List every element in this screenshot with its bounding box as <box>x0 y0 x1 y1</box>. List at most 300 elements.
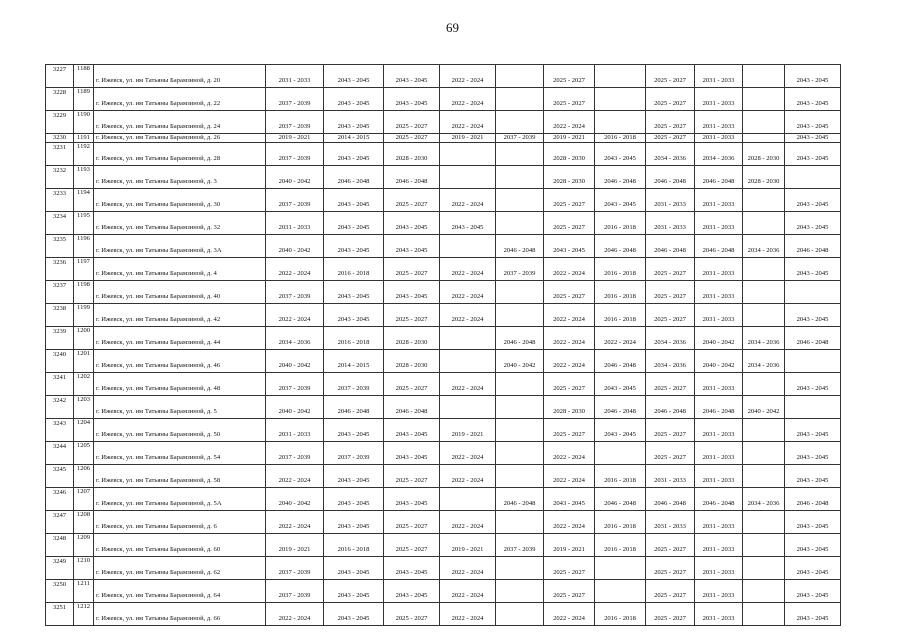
period-cell <box>496 212 544 235</box>
period-cell: 2025 - 2027 <box>646 603 695 626</box>
period-cell: 2022 - 2024 <box>544 603 595 626</box>
period-cell: 2043 - 2045 <box>324 212 384 235</box>
building-id-cell: 1205 <box>74 442 94 465</box>
period-cell: 2025 - 2027 <box>646 65 695 88</box>
building-id-cell: 1192 <box>74 143 94 166</box>
period-cell <box>440 327 496 350</box>
period-cell: 2028 - 2030 <box>384 327 440 350</box>
period-cell <box>743 258 785 281</box>
building-id-cell: 1211 <box>74 580 94 603</box>
period-cell <box>496 143 544 166</box>
period-cell <box>496 65 544 88</box>
row-index-cell: 3244 <box>46 442 74 465</box>
period-cell: 2046 - 2048 <box>646 488 695 511</box>
period-cell: 2016 - 2018 <box>595 465 646 488</box>
period-cell <box>595 88 646 111</box>
address-cell: г. Ижевск, ул. им Татьяны Барамзиной, д. 4 <box>94 258 266 281</box>
address-cell: г. Ижевск, ул. им Татьяны Барамзиной, д. 48 <box>94 373 266 396</box>
period-cell: 2022 - 2024 <box>440 189 496 212</box>
row-index-cell: 3251 <box>46 603 74 626</box>
period-cell: 2043 - 2045 <box>324 511 384 534</box>
period-cell <box>743 111 785 134</box>
address-cell: г. Ижевск, ул. им Татьяны Барамзиной, д. 24 <box>94 111 266 134</box>
period-cell: 2031 - 2033 <box>266 212 324 235</box>
period-cell: 2031 - 2033 <box>695 534 743 557</box>
period-cell: 2019 - 2021 <box>266 134 324 143</box>
period-cell: 2025 - 2027 <box>646 304 695 327</box>
period-cell: 2034 - 2036 <box>743 488 785 511</box>
row-index-cell: 3232 <box>46 166 74 189</box>
period-cell: 2043 - 2045 <box>440 212 496 235</box>
period-cell: 2037 - 2039 <box>266 143 324 166</box>
period-cell: 2025 - 2027 <box>384 258 440 281</box>
address-cell: г. Ижевск, ул. им Татьяны Барамзиной, д. 60 <box>94 534 266 557</box>
period-cell: 2019 - 2021 <box>440 534 496 557</box>
period-cell: 2046 - 2048 <box>695 488 743 511</box>
period-cell: 2031 - 2033 <box>646 511 695 534</box>
table-row <box>46 580 841 603</box>
period-cell <box>743 373 785 396</box>
period-cell: 2025 - 2027 <box>646 258 695 281</box>
period-cell: 2031 - 2033 <box>695 65 743 88</box>
period-cell <box>496 88 544 111</box>
period-cell <box>496 580 544 603</box>
period-cell: 2022 - 2024 <box>544 511 595 534</box>
address-cell: г. Ижевск, ул. им Татьяны Барамзиной, д. 58 <box>94 465 266 488</box>
building-id-cell: 1203 <box>74 396 94 419</box>
period-cell: 2022 - 2024 <box>266 258 324 281</box>
period-cell: 2025 - 2027 <box>384 603 440 626</box>
period-cell: 2034 - 2036 <box>646 327 695 350</box>
period-cell: 2022 - 2024 <box>266 511 324 534</box>
period-cell: 2016 - 2018 <box>595 511 646 534</box>
period-cell: 2019 - 2021 <box>544 534 595 557</box>
period-cell: 2043 - 2045 <box>785 134 841 143</box>
period-cell: 2022 - 2024 <box>266 304 324 327</box>
row-index-cell: 3250 <box>46 580 74 603</box>
period-cell: 2037 - 2039 <box>496 258 544 281</box>
period-cell: 2046 - 2048 <box>496 235 544 258</box>
period-cell: 2016 - 2018 <box>595 281 646 304</box>
period-cell: 2016 - 2018 <box>595 534 646 557</box>
period-cell: 2019 - 2021 <box>266 534 324 557</box>
period-cell: 2022 - 2024 <box>544 350 595 373</box>
period-cell: 2025 - 2027 <box>646 88 695 111</box>
table-row <box>46 304 841 327</box>
period-cell: 2016 - 2018 <box>595 134 646 143</box>
table-row <box>46 88 841 111</box>
period-cell <box>440 488 496 511</box>
period-cell: 2040 - 2042 <box>266 235 324 258</box>
row-index-cell: 3236 <box>46 258 74 281</box>
period-cell: 2034 - 2036 <box>743 327 785 350</box>
address-cell: г. Ижевск, ул. им Татьяны Барамзиной, д. 22 <box>94 88 266 111</box>
building-id-cell: 1207 <box>74 488 94 511</box>
period-cell: 2046 - 2048 <box>595 235 646 258</box>
period-cell: 2037 - 2039 <box>324 442 384 465</box>
address-cell: г. Ижевск, ул. им Татьяны Барамзиной, д. 26 <box>94 134 266 143</box>
row-index-cell: 3247 <box>46 511 74 534</box>
period-cell: 2025 - 2027 <box>646 580 695 603</box>
period-cell: 2037 - 2039 <box>266 580 324 603</box>
period-cell: 2031 - 2033 <box>695 111 743 134</box>
row-index-cell: 3249 <box>46 557 74 580</box>
period-cell: 2046 - 2048 <box>695 396 743 419</box>
period-cell <box>595 580 646 603</box>
period-cell: 2043 - 2045 <box>785 603 841 626</box>
period-cell: 2046 - 2048 <box>646 396 695 419</box>
period-cell: 2022 - 2024 <box>544 304 595 327</box>
period-cell: 2037 - 2039 <box>266 281 324 304</box>
period-cell: 2043 - 2045 <box>785 189 841 212</box>
period-cell: 2025 - 2027 <box>384 111 440 134</box>
period-cell <box>785 350 841 373</box>
period-cell: 2043 - 2045 <box>384 65 440 88</box>
address-cell: г. Ижевск, ул. им Татьяны Барамзиной, д. 5А <box>94 488 266 511</box>
period-cell <box>496 442 544 465</box>
period-cell: 2016 - 2018 <box>324 534 384 557</box>
row-index-cell: 3228 <box>46 88 74 111</box>
period-cell: 2031 - 2033 <box>695 511 743 534</box>
period-cell: 2022 - 2024 <box>440 88 496 111</box>
period-cell: 2043 - 2045 <box>544 488 595 511</box>
period-cell: 2040 - 2042 <box>266 166 324 189</box>
period-cell: 2043 - 2045 <box>785 143 841 166</box>
period-cell: 2037 - 2039 <box>496 534 544 557</box>
building-id-cell: 1204 <box>74 419 94 442</box>
period-cell <box>440 350 496 373</box>
period-cell: 2043 - 2045 <box>324 235 384 258</box>
period-cell <box>496 465 544 488</box>
period-cell: 2022 - 2024 <box>440 442 496 465</box>
period-cell <box>785 396 841 419</box>
period-cell: 2043 - 2045 <box>595 419 646 442</box>
period-cell: 2031 - 2033 <box>695 580 743 603</box>
building-id-cell: 1208 <box>74 511 94 534</box>
address-cell: г. Ижевск, ул. им Татьяны Барамзиной, д. 62 <box>94 557 266 580</box>
period-cell: 2028 - 2030 <box>384 143 440 166</box>
period-cell: 2043 - 2045 <box>785 304 841 327</box>
period-cell: 2022 - 2024 <box>440 373 496 396</box>
period-cell: 2031 - 2033 <box>695 442 743 465</box>
table-row <box>46 327 841 350</box>
building-id-cell: 1200 <box>74 327 94 350</box>
period-cell: 2031 - 2033 <box>695 419 743 442</box>
period-cell: 2025 - 2027 <box>646 534 695 557</box>
period-cell: 2043 - 2045 <box>544 235 595 258</box>
building-id-cell: 1212 <box>74 603 94 626</box>
period-cell: 2028 - 2030 <box>544 166 595 189</box>
building-id-cell: 1195 <box>74 212 94 235</box>
period-cell <box>743 557 785 580</box>
period-cell: 2043 - 2045 <box>785 465 841 488</box>
building-id-cell: 1196 <box>74 235 94 258</box>
period-cell <box>743 189 785 212</box>
address-cell: г. Ижевск, ул. им Татьяны Барамзиной, д. 54 <box>94 442 266 465</box>
period-cell: 2037 - 2039 <box>266 373 324 396</box>
period-cell: 2025 - 2027 <box>384 465 440 488</box>
period-cell: 2043 - 2045 <box>384 580 440 603</box>
period-cell: 2043 - 2045 <box>595 143 646 166</box>
period-cell: 2022 - 2024 <box>440 258 496 281</box>
row-index-cell: 3231 <box>46 143 74 166</box>
address-cell: г. Ижевск, ул. им Татьяны Барамзиной, д. 44 <box>94 327 266 350</box>
period-cell: 2043 - 2045 <box>324 189 384 212</box>
period-cell <box>496 281 544 304</box>
period-cell: 2046 - 2048 <box>595 166 646 189</box>
table-row <box>46 111 841 134</box>
building-id-cell: 1193 <box>74 166 94 189</box>
period-cell: 2028 - 2030 <box>743 143 785 166</box>
period-cell: 2019 - 2021 <box>544 134 595 143</box>
period-cell: 2025 - 2027 <box>646 281 695 304</box>
period-cell: 2043 - 2045 <box>324 304 384 327</box>
row-index-cell: 3248 <box>46 534 74 557</box>
period-cell <box>496 511 544 534</box>
row-index-cell: 3237 <box>46 281 74 304</box>
period-cell: 2031 - 2033 <box>695 258 743 281</box>
period-cell: 2043 - 2045 <box>384 557 440 580</box>
building-id-cell: 1194 <box>74 189 94 212</box>
table-row <box>46 258 841 281</box>
row-index-cell: 3233 <box>46 189 74 212</box>
period-cell: 2043 - 2045 <box>324 488 384 511</box>
period-cell: 2025 - 2027 <box>544 88 595 111</box>
period-cell: 2037 - 2039 <box>266 189 324 212</box>
period-cell: 2025 - 2027 <box>384 511 440 534</box>
period-cell: 2043 - 2045 <box>384 442 440 465</box>
period-cell <box>440 143 496 166</box>
period-cell: 2014 - 2015 <box>324 350 384 373</box>
address-cell: г. Ижевск, ул. им Татьяны Барамзиной, д. 5 <box>94 396 266 419</box>
period-cell <box>440 235 496 258</box>
row-index-cell: 3235 <box>46 235 74 258</box>
period-cell: 2025 - 2027 <box>646 419 695 442</box>
period-cell: 2016 - 2018 <box>595 212 646 235</box>
period-cell: 2040 - 2042 <box>266 488 324 511</box>
building-id-cell: 1209 <box>74 534 94 557</box>
table-row <box>46 465 841 488</box>
period-cell: 2034 - 2036 <box>646 350 695 373</box>
period-cell: 2022 - 2024 <box>544 465 595 488</box>
address-cell: г. Ижевск, ул. им Татьяны Барамзиной, д. 28 <box>94 143 266 166</box>
row-index-cell: 3245 <box>46 465 74 488</box>
table-row <box>46 557 841 580</box>
period-cell: 2040 - 2042 <box>695 327 743 350</box>
period-cell: 2043 - 2045 <box>324 143 384 166</box>
period-cell <box>496 166 544 189</box>
period-cell: 2031 - 2033 <box>695 212 743 235</box>
period-cell: 2046 - 2048 <box>496 327 544 350</box>
period-cell: 2031 - 2033 <box>695 557 743 580</box>
period-cell: 2025 - 2027 <box>544 373 595 396</box>
period-cell: 2022 - 2024 <box>544 111 595 134</box>
period-cell: 2022 - 2024 <box>595 327 646 350</box>
period-cell: 2043 - 2045 <box>324 281 384 304</box>
period-cell <box>496 419 544 442</box>
period-cell: 2025 - 2027 <box>646 557 695 580</box>
address-cell: г. Ижевск, ул. им Татьяны Барамзиной, д. 46 <box>94 350 266 373</box>
period-cell: 2046 - 2048 <box>785 235 841 258</box>
period-cell <box>743 134 785 143</box>
period-cell: 2031 - 2033 <box>695 373 743 396</box>
address-cell: г. Ижевск, ул. им Татьяны Барамзиной, д. 3А <box>94 235 266 258</box>
building-id-cell: 1191 <box>74 134 94 143</box>
period-cell: 2025 - 2027 <box>544 281 595 304</box>
period-cell <box>496 603 544 626</box>
address-cell: г. Ижевск, ул. им Татьяны Барамзиной, д. 64 <box>94 580 266 603</box>
address-cell: г. Ижевск, ул. им Татьяны Барамзиной, д. 32 <box>94 212 266 235</box>
period-cell: 2043 - 2045 <box>785 111 841 134</box>
period-cell <box>743 465 785 488</box>
period-cell <box>743 419 785 442</box>
period-cell <box>496 189 544 212</box>
address-cell: г. Ижевск, ул. им Татьяны Барамзиной, д. 20 <box>94 65 266 88</box>
period-cell: 2025 - 2027 <box>544 189 595 212</box>
period-cell: 2025 - 2027 <box>646 442 695 465</box>
table-row <box>46 166 841 189</box>
period-cell <box>595 557 646 580</box>
building-id-cell: 1190 <box>74 111 94 134</box>
period-cell <box>743 534 785 557</box>
period-cell: 2034 - 2036 <box>266 327 324 350</box>
period-cell <box>743 212 785 235</box>
period-cell <box>496 304 544 327</box>
period-cell: 2025 - 2027 <box>384 373 440 396</box>
building-id-cell: 1210 <box>74 557 94 580</box>
period-cell: 2043 - 2045 <box>384 488 440 511</box>
period-cell: 2037 - 2039 <box>324 373 384 396</box>
period-cell: 2022 - 2024 <box>440 557 496 580</box>
period-cell: 2022 - 2024 <box>440 304 496 327</box>
row-index-cell: 3243 <box>46 419 74 442</box>
period-cell: 2046 - 2048 <box>695 235 743 258</box>
row-index-cell: 3234 <box>46 212 74 235</box>
period-cell: 2037 - 2039 <box>266 557 324 580</box>
period-cell: 2022 - 2024 <box>440 603 496 626</box>
period-cell: 2025 - 2027 <box>384 134 440 143</box>
address-cell: г. Ижевск, ул. им Татьяны Барамзиной, д. 42 <box>94 304 266 327</box>
period-cell: 2031 - 2033 <box>646 212 695 235</box>
period-cell <box>595 111 646 134</box>
period-cell: 2022 - 2024 <box>440 65 496 88</box>
row-index-cell: 3246 <box>46 488 74 511</box>
period-cell: 2022 - 2024 <box>440 511 496 534</box>
period-cell: 2043 - 2045 <box>384 281 440 304</box>
period-cell: 2046 - 2048 <box>646 166 695 189</box>
period-cell <box>743 511 785 534</box>
period-cell: 2016 - 2018 <box>324 327 384 350</box>
period-cell <box>595 65 646 88</box>
table-row <box>46 65 841 88</box>
period-cell <box>785 281 841 304</box>
table-row <box>46 534 841 557</box>
period-cell: 2031 - 2033 <box>695 281 743 304</box>
period-cell: 2043 - 2045 <box>785 511 841 534</box>
period-cell: 2043 - 2045 <box>785 258 841 281</box>
address-cell: г. Ижевск, ул. им Татьяны Барамзиной, д. 30 <box>94 189 266 212</box>
period-cell: 2022 - 2024 <box>440 281 496 304</box>
table-row <box>46 143 841 166</box>
period-cell: 2040 - 2042 <box>266 396 324 419</box>
address-cell: г. Ижевск, ул. им Татьяны Барамзиной, д. 6 <box>94 511 266 534</box>
address-cell: г. Ижевск, ул. им Татьяны Барамзиной, д. 50 <box>94 419 266 442</box>
period-cell: 2031 - 2033 <box>695 304 743 327</box>
building-id-cell: 1198 <box>74 281 94 304</box>
period-cell: 2025 - 2027 <box>646 373 695 396</box>
period-cell <box>743 65 785 88</box>
building-id-cell: 1188 <box>74 65 94 88</box>
building-id-cell: 1206 <box>74 465 94 488</box>
period-cell: 2043 - 2045 <box>785 557 841 580</box>
period-cell: 2037 - 2039 <box>266 88 324 111</box>
period-cell <box>743 281 785 304</box>
row-index-cell: 3239 <box>46 327 74 350</box>
period-cell: 2037 - 2039 <box>266 442 324 465</box>
period-cell: 2022 - 2024 <box>266 465 324 488</box>
row-index-cell: 3230 <box>46 134 74 143</box>
period-cell: 2046 - 2048 <box>785 488 841 511</box>
period-cell: 2019 - 2021 <box>440 134 496 143</box>
period-cell: 2043 - 2045 <box>324 419 384 442</box>
period-cell: 2043 - 2045 <box>324 65 384 88</box>
building-id-cell: 1197 <box>74 258 94 281</box>
period-cell: 2034 - 2036 <box>743 350 785 373</box>
period-cell: 2025 - 2027 <box>646 134 695 143</box>
table-row <box>46 350 841 373</box>
period-cell: 2037 - 2039 <box>266 111 324 134</box>
address-cell: г. Ижевск, ул. им Татьяны Барамзиной, д. 40 <box>94 281 266 304</box>
address-cell: г. Ижевск, ул. им Татьяны Барамзиной, д. 66 <box>94 603 266 626</box>
address-cell: г. Ижевск, ул. им Татьяны Барамзиной, д. 3 <box>94 166 266 189</box>
table-row <box>46 488 841 511</box>
period-cell: 2028 - 2030 <box>544 143 595 166</box>
period-cell: 2025 - 2027 <box>544 419 595 442</box>
period-cell <box>743 304 785 327</box>
period-cell: 2037 - 2039 <box>496 134 544 143</box>
period-cell: 2043 - 2045 <box>785 419 841 442</box>
period-cell <box>496 557 544 580</box>
period-cell <box>743 88 785 111</box>
period-cell: 2025 - 2027 <box>646 111 695 134</box>
row-index-cell: 3241 <box>46 373 74 396</box>
table-row <box>46 419 841 442</box>
period-cell <box>785 166 841 189</box>
period-cell: 2025 - 2027 <box>384 534 440 557</box>
period-cell: 2031 - 2033 <box>266 419 324 442</box>
table-row <box>46 212 841 235</box>
period-cell <box>496 373 544 396</box>
period-cell: 2031 - 2033 <box>695 603 743 626</box>
period-cell: 2046 - 2048 <box>384 396 440 419</box>
period-cell: 2031 - 2033 <box>695 134 743 143</box>
period-cell: 2043 - 2045 <box>785 373 841 396</box>
period-cell: 2014 - 2015 <box>324 134 384 143</box>
period-cell: 2022 - 2024 <box>544 327 595 350</box>
period-cell: 2016 - 2018 <box>595 603 646 626</box>
period-cell: 2016 - 2018 <box>595 258 646 281</box>
period-cell: 2046 - 2048 <box>595 350 646 373</box>
period-cell <box>595 442 646 465</box>
period-cell: 2046 - 2048 <box>695 166 743 189</box>
period-cell: 2043 - 2045 <box>324 88 384 111</box>
period-cell: 2028 - 2030 <box>743 166 785 189</box>
building-id-cell: 1201 <box>74 350 94 373</box>
period-cell <box>440 166 496 189</box>
row-index-cell: 3240 <box>46 350 74 373</box>
period-cell: 2043 - 2045 <box>384 419 440 442</box>
period-cell: 2043 - 2045 <box>595 373 646 396</box>
